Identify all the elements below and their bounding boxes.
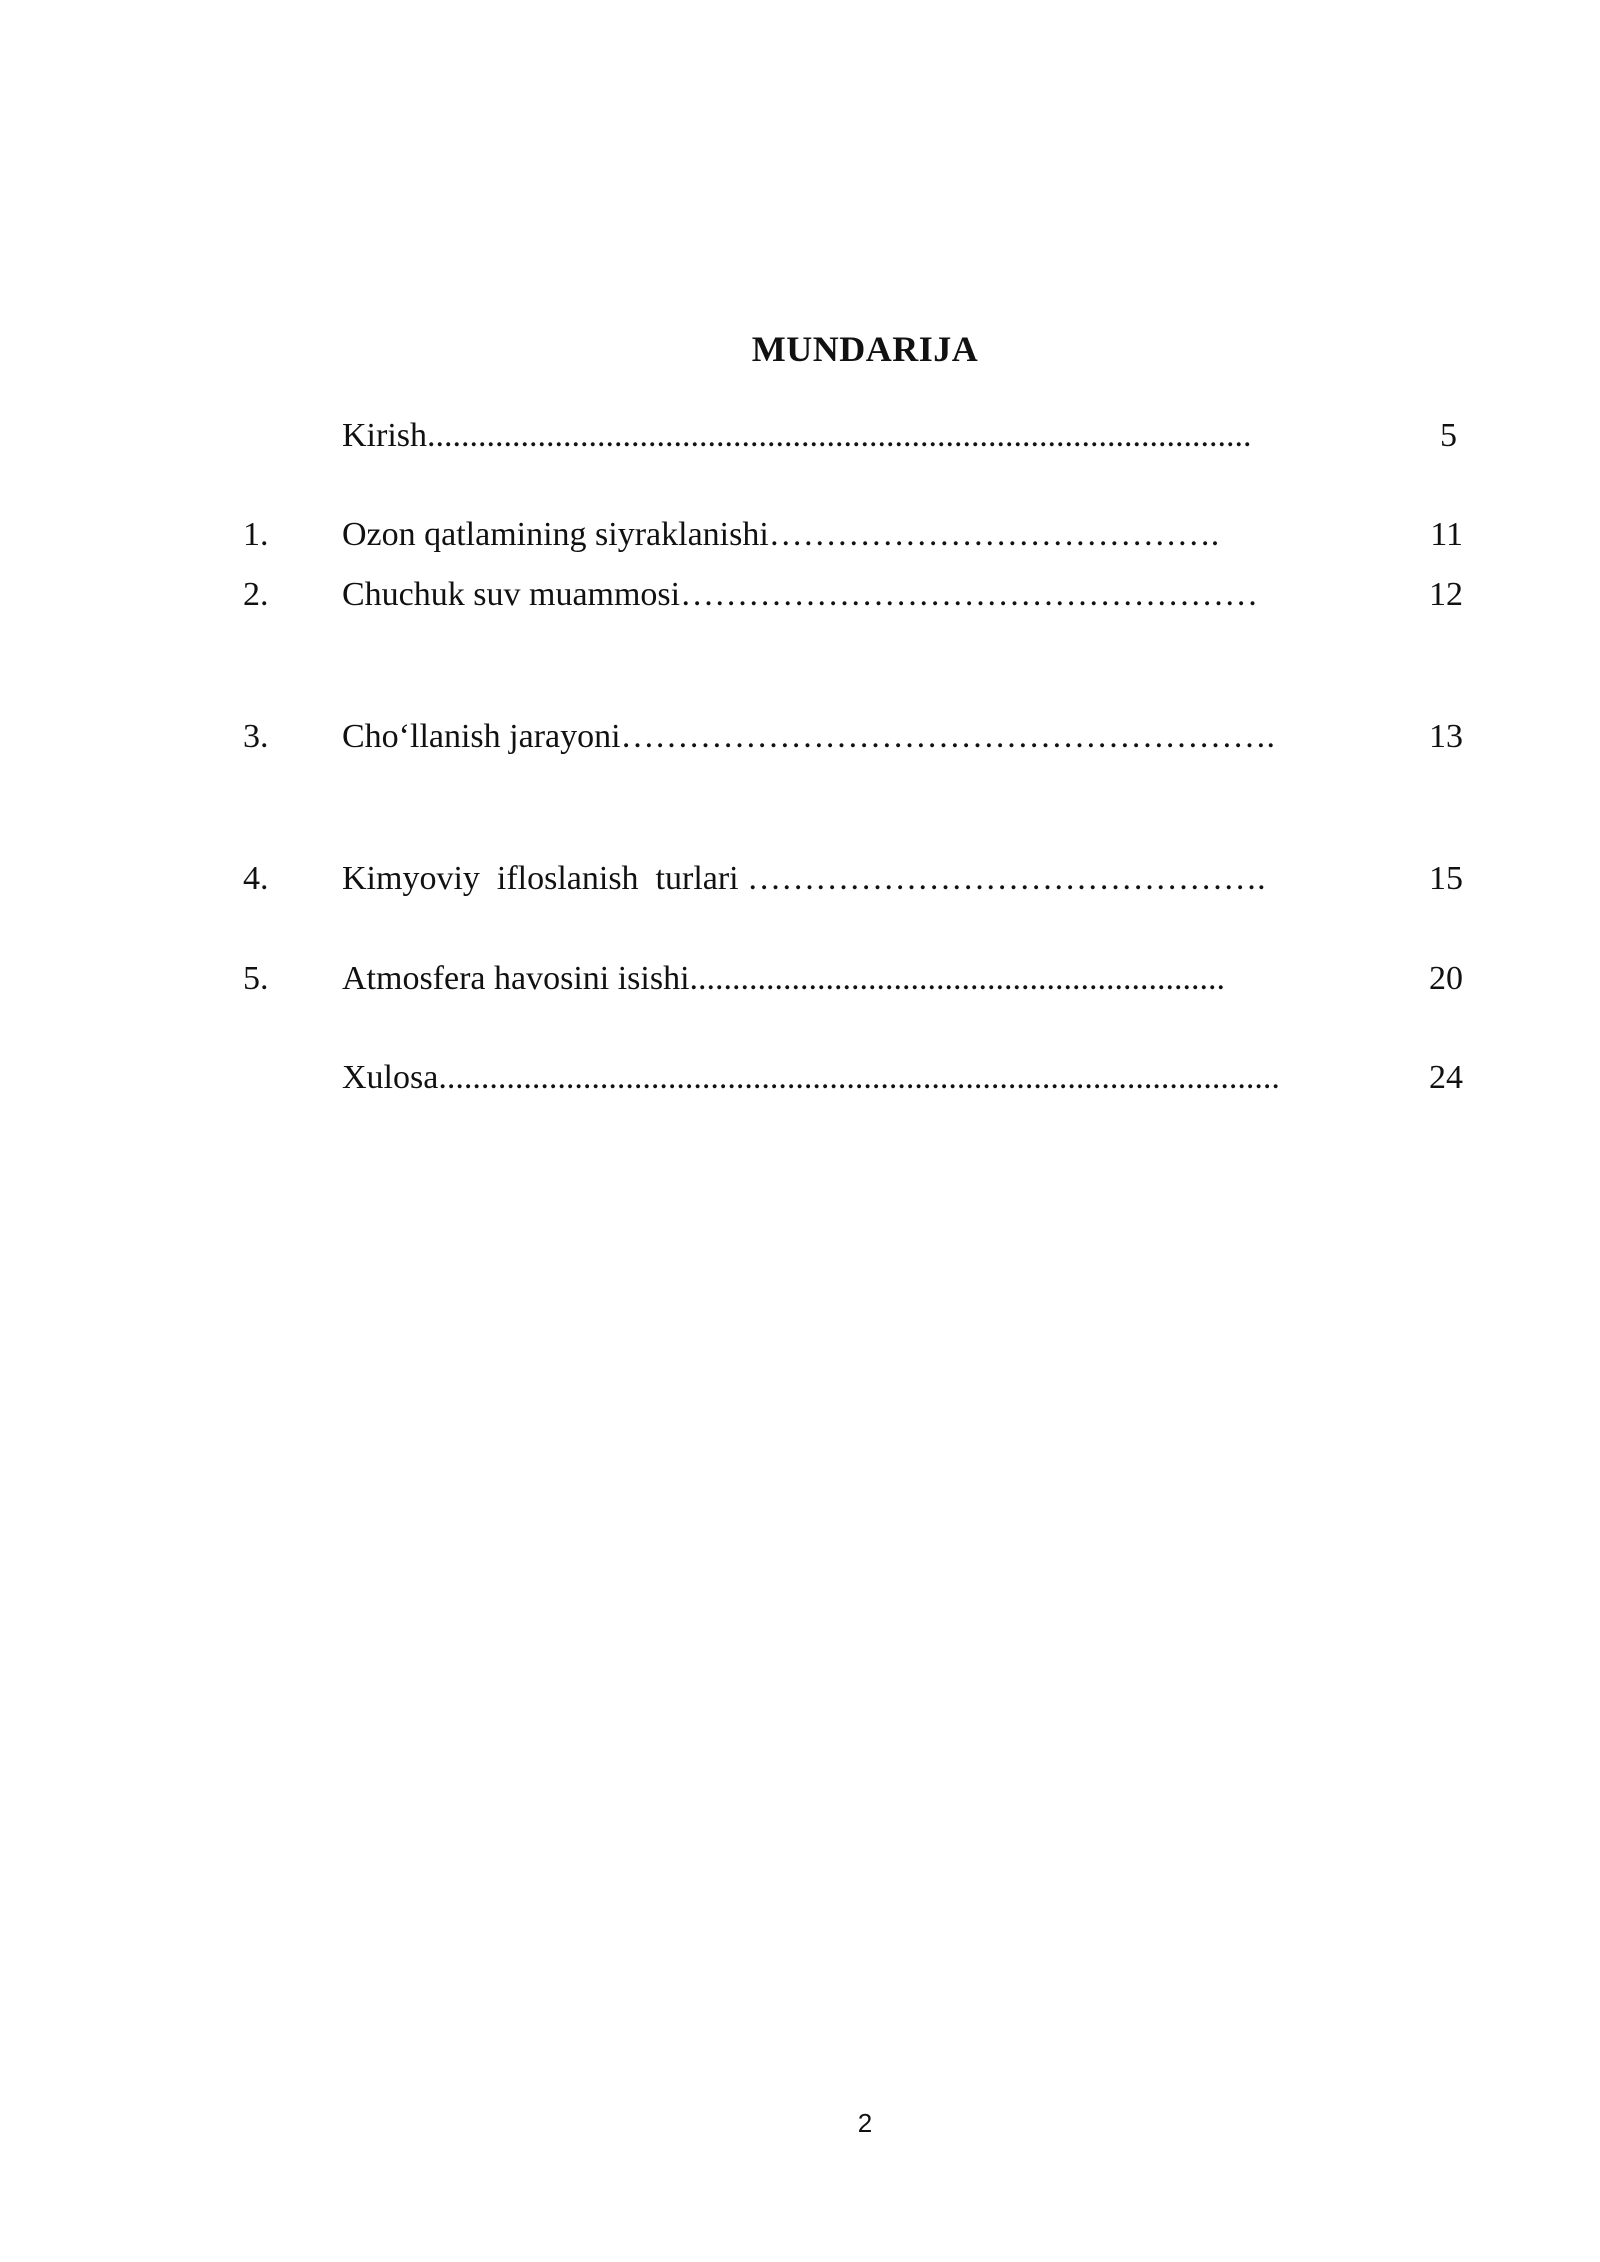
toc-item-title: Chuchuk suv muammosi…………………………………………… [342, 576, 1259, 613]
toc-item-4[interactable] [0, 855, 1600, 903]
toc-item-page: 11 [1430, 516, 1463, 553]
toc-item-page: 20 [1429, 960, 1463, 997]
page-title: MUNDARIJA [751, 329, 979, 369]
toc-item-xulosa[interactable] [0, 1054, 1600, 1102]
toc-item-3[interactable] [0, 713, 1600, 761]
toc-item-number: 5. [243, 960, 269, 997]
toc-item-title: Xulosa................................................................................................... [342, 1059, 1280, 1096]
toc-item-page: 12 [1429, 576, 1463, 613]
toc-item-page: 15 [1429, 860, 1463, 897]
toc-item-kirish[interactable] [0, 412, 1600, 460]
toc-item-2[interactable] [0, 571, 1600, 619]
toc-item-number: 3. [243, 718, 269, 755]
toc-item-title: Kirish................................................................................................. [342, 417, 1252, 454]
toc-item-page: 24 [1429, 1059, 1463, 1096]
toc-item-1[interactable] [0, 511, 1600, 559]
toc-item-page: 5 [1440, 417, 1457, 454]
toc-item-number: 2. [243, 576, 269, 613]
toc-item-title: Ozon qatlamining siyraklanishi…………………………………. [342, 516, 1220, 553]
toc-item-5[interactable] [0, 955, 1600, 1003]
toc-item-number: 1. [243, 516, 269, 553]
toc-item-title: Kimyoviy ifloslanish turlari ………………………………………. [342, 860, 1266, 897]
toc-item-title: Atmosfera havosini isishi............................................................... [342, 960, 1226, 997]
toc-item-title: Cho‘llanish jarayoni…………………………………………………. [342, 718, 1276, 755]
toc-item-number: 4. [243, 860, 269, 897]
toc-item-page: 13 [1429, 718, 1463, 755]
page-number: 2 [857, 2108, 873, 2138]
